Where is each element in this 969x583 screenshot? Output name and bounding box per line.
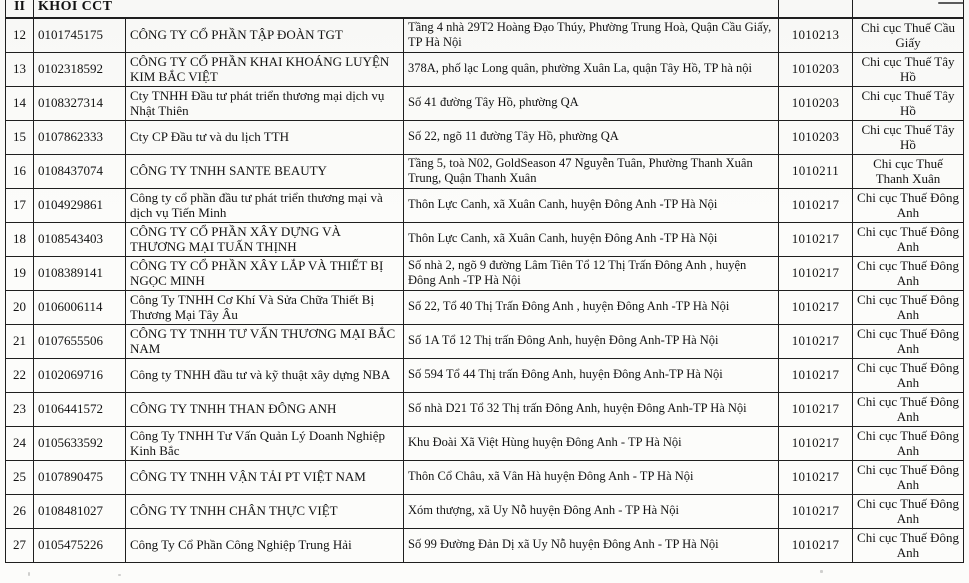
tax-office: Chi cục Thuế Đông Anh: [853, 494, 964, 528]
company-address: Số nhà 2, ngõ 9 đường Lâm Tiên Tổ 12 Thị Trấn Đông Anh , huyện Đông Anh -TP Hà Nội: [404, 256, 779, 290]
company-name: Cty TNHH Đầu tư phát triển thương mại dịch vụ Nhật Thiên: [126, 86, 404, 120]
tax-code: 0108543403: [34, 222, 126, 256]
company-name: CÔNG TY CỔ PHẦN KHAI KHOÁNG LUYỆN KIM BẮC VIỆT: [126, 52, 404, 86]
tax-office: Chi cục Thuế Thanh Xuân: [853, 154, 964, 188]
company-name: CÔNG TY TNHH SANTE BEAUTY: [126, 154, 404, 188]
tax-code: 0101745175: [34, 18, 126, 53]
tax-code: 0105475226: [34, 528, 126, 562]
company-address: 378A, phố lạc Long quân, phường Xuân La, quận Tây Hồ, TP hà nội: [404, 52, 779, 86]
row-number: 15: [6, 120, 34, 154]
area-code: 1010217: [779, 392, 853, 426]
tax-code: 0108481027: [34, 494, 126, 528]
company-name: CÔNG TY TNHH THAN ĐÔNG ANH: [126, 392, 404, 426]
company-name: Công Ty Cổ Phần Công Nghiệp Trung Hải: [126, 528, 404, 562]
table-row: [6, 358, 964, 392]
company-address: Số nhà D21 Tổ 32 Thị trấn Đông Anh, huyện Đông Anh-TP Hà Nội: [404, 392, 779, 426]
company-address: Số 22, ngõ 11 đường Tây Hồ, phường QA: [404, 120, 779, 154]
row-number: 23: [6, 392, 34, 426]
row-number: 18: [6, 222, 34, 256]
company-address: Số 22, Tổ 40 Thị Trấn Đông Anh , huyện Đông Anh -TP Hà Nội: [404, 290, 779, 324]
row-number: 20: [6, 290, 34, 324]
table-row: [6, 392, 964, 426]
area-code: 1010203: [779, 120, 853, 154]
company-name: CÔNG TY CỔ PHẦN XÂY LẮP VÀ THIẾT BỊ NGỌC MINH: [126, 256, 404, 290]
tax-office: Chi cục Thuế Đông Anh: [853, 290, 964, 324]
tax-code: 0107655506: [34, 324, 126, 358]
company-address: Số 594 Tổ 44 Thị trấn Đông Anh, huyện Đông Anh-TP Hà Nội: [404, 358, 779, 392]
tax-code: 0107862333: [34, 120, 126, 154]
tax-office: Chi cục Thuế Đông Anh: [853, 222, 964, 256]
company-address: Số 41 đường Tây Hồ, phường QA: [404, 86, 779, 120]
company-registry-table: [5, 0, 964, 563]
tax-code: 0106441572: [34, 392, 126, 426]
tax-office: Chi cục Thuế Đông Anh: [853, 392, 964, 426]
row-number: 14: [6, 86, 34, 120]
area-code: 1010203: [779, 86, 853, 120]
section-empty-code-cell: [779, 0, 853, 18]
section-header-row: [6, 0, 964, 18]
tax-office: Chi cục Thuế Tây Hồ: [853, 120, 964, 154]
row-number: 25: [6, 460, 34, 494]
scan-artifact: [938, 2, 964, 4]
company-address: Thôn Lực Canh, xã Xuân Canh, huyện Đông Anh -TP Hà Nội: [404, 222, 779, 256]
row-number: 13: [6, 52, 34, 86]
area-code: 1010211: [779, 154, 853, 188]
row-number: 21: [6, 324, 34, 358]
row-number: 19: [6, 256, 34, 290]
company-address: Tầng 4 nhà 29T2 Hoàng Đạo Thúy, Phường Trung Hoà, Quận Cầu Giấy, TP Hà Nội: [404, 18, 779, 53]
company-name: CÔNG TY TNHH TƯ VẤN THƯƠNG MẠI BẮC NAM: [126, 324, 404, 358]
table-row: [6, 154, 964, 188]
company-address: Tầng 5, toà N02, GoldSeason 47 Nguyễn Tuân, Phường Thanh Xuân Trung, Quận Thanh Xuân: [404, 154, 779, 188]
tax-code: 0107890475: [34, 460, 126, 494]
company-address: Thôn Cổ Châu, xã Vân Hà huyện Đông Anh - TP Hà Nội: [404, 460, 779, 494]
row-number: 27: [6, 528, 34, 562]
company-name: Công Ty TNHH Tư Vấn Quản Lý Doanh Nghiệp Kinh Bắc: [126, 426, 404, 460]
company-name: CÔNG TY TNHH CHÂN THỰC VIỆT: [126, 494, 404, 528]
area-code: 1010217: [779, 222, 853, 256]
scan-artifact: [28, 572, 30, 576]
table-row: [6, 290, 964, 324]
table-row: [6, 426, 964, 460]
tax-office: Chi cục Thuế Đông Anh: [853, 528, 964, 562]
table-row: [6, 460, 964, 494]
area-code: 1010217: [779, 460, 853, 494]
tax-code: 0108389141: [34, 256, 126, 290]
table-row: [6, 86, 964, 120]
company-address: Số 99 Đường Đản Dị xã Uy Nỗ huyện Đông Anh - TP Hà Nội: [404, 528, 779, 562]
tax-office: Chi cục Thuế Đông Anh: [853, 460, 964, 494]
company-name: CÔNG TY TNHH VẬN TẢI PT VIỆT NAM: [126, 460, 404, 494]
tax-office: Chi cục Thuế Tây Hồ: [853, 86, 964, 120]
table-row: [6, 494, 964, 528]
tax-office: Chi cục Thuế Đông Anh: [853, 324, 964, 358]
scan-artifact: [118, 574, 121, 576]
tax-code: 0105633592: [34, 426, 126, 460]
area-code: 1010213: [779, 18, 853, 53]
tax-office: Chi cục Thuế Đông Anh: [853, 358, 964, 392]
tax-office: Chi cục Thuế Đông Anh: [853, 426, 964, 460]
tax-office: Chi cục Thuế Cầu Giấy: [853, 18, 964, 53]
area-code: 1010217: [779, 528, 853, 562]
row-number: 22: [6, 358, 34, 392]
area-code: 1010217: [779, 358, 853, 392]
company-name: CÔNG TY CỔ PHẦN TẬP ĐOÀN TGT: [126, 18, 404, 53]
table-row: [6, 188, 964, 222]
company-address: Xóm thượng, xã Uy Nỗ huyện Đông Anh - TP Hà Nội: [404, 494, 779, 528]
area-code: 1010217: [779, 256, 853, 290]
row-number: 12: [6, 18, 34, 53]
company-address: Thôn Lực Canh, xã Xuân Canh, huyện Đông Anh -TP Hà Nội: [404, 188, 779, 222]
tax-office: Chi cục Thuế Đông Anh: [853, 256, 964, 290]
company-name: Công ty cổ phần đầu tư phát triển thương mại và dịch vụ Tiến Minh: [126, 188, 404, 222]
area-code: 1010217: [779, 324, 853, 358]
company-name: Công Ty TNHH Cơ Khí Và Sửa Chữa Thiết Bị Thương Mại Tây Âu: [126, 290, 404, 324]
row-number: 17: [6, 188, 34, 222]
company-name: CÔNG TY CỔ PHẦN XÂY DỰNG VÀ THƯƠNG MẠI TUẤN THỊNH: [126, 222, 404, 256]
tax-code: 0108437074: [34, 154, 126, 188]
table-row: [6, 18, 964, 53]
section-number: II: [6, 0, 34, 18]
row-number: 26: [6, 494, 34, 528]
tax-code: 0106006114: [34, 290, 126, 324]
tax-code: 0102069716: [34, 358, 126, 392]
tax-code: 0108327314: [34, 86, 126, 120]
table-row: [6, 256, 964, 290]
section-title: KHỐI CCT: [34, 0, 779, 18]
tax-office: Chi cục Thuế Tây Hồ: [853, 52, 964, 86]
table-row: [6, 528, 964, 562]
company-name: Cty CP Đầu tư và du lịch TTH: [126, 120, 404, 154]
area-code: 1010217: [779, 188, 853, 222]
company-name: Công ty TNHH đầu tư và kỹ thuật xây dựng NBA: [126, 358, 404, 392]
table-row: [6, 120, 964, 154]
tax-code: 0102318592: [34, 52, 126, 86]
row-number: 16: [6, 154, 34, 188]
area-code: 1010217: [779, 426, 853, 460]
company-address: Số 1A Tổ 12 Thị trấn Đông Anh, huyện Đông Anh-TP Hà Nội: [404, 324, 779, 358]
tax-code: 0104929861: [34, 188, 126, 222]
table-row: [6, 52, 964, 86]
company-address: Khu Đoài Xã Việt Hùng huyện Đông Anh - TP Hà Nội: [404, 426, 779, 460]
table-row: [6, 324, 964, 358]
scan-artifact: [820, 570, 823, 573]
tax-office: Chi cục Thuế Đông Anh: [853, 188, 964, 222]
area-code: 1010217: [779, 290, 853, 324]
row-number: 24: [6, 426, 34, 460]
area-code: 1010203: [779, 52, 853, 86]
table-row: [6, 222, 964, 256]
area-code: 1010217: [779, 494, 853, 528]
